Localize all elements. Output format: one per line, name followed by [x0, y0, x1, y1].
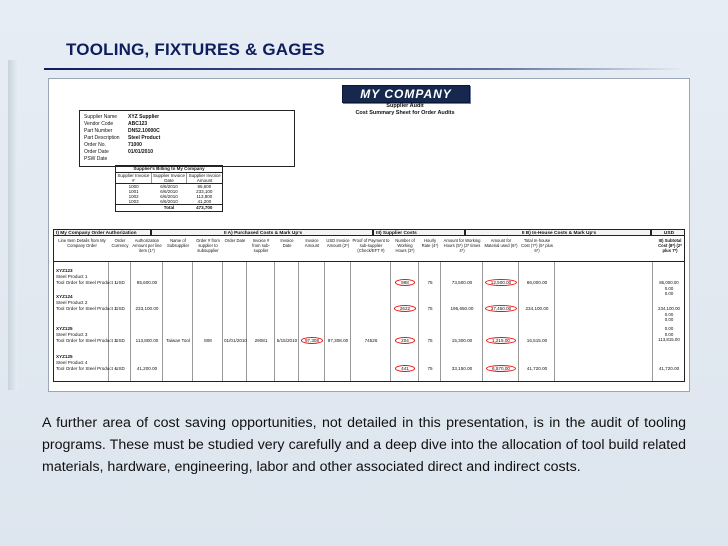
line-item-details — [56, 268, 117, 286]
item-material — [484, 338, 518, 344]
side-decoration — [8, 60, 18, 390]
item-currency: USD — [115, 366, 125, 371]
info-label: Part Number — [84, 128, 113, 134]
item-subtotal: 41,720.00 — [658, 366, 680, 371]
info-row — [84, 121, 147, 127]
section-usd: USD — [651, 229, 685, 236]
item-rate: 75 — [427, 306, 433, 311]
item-inhouse-total: 86,000.00 — [526, 280, 548, 285]
hours-circled: 2622 — [394, 305, 416, 312]
billing-col: Supplier Invoice Amount — [188, 173, 221, 183]
item-product: Steel Product 3 — [56, 332, 88, 337]
billing-title: Supplier's Billing to My Company — [116, 166, 222, 173]
item-code: XYZ123 — [56, 268, 73, 273]
item-detail: Tool Order for Steel Product 2 — [56, 306, 117, 311]
col-header: Total In-house Cost (7*) (5* plus 6*) — [521, 238, 553, 253]
item-subtotal-stack — [654, 326, 684, 343]
item-subtotal: 234,100.00 — [658, 306, 680, 311]
info-label: PSW Date — [84, 156, 108, 162]
info-row — [84, 142, 142, 148]
hours-circled: 441 — [395, 365, 415, 372]
info-label: Vendor Code — [84, 121, 114, 127]
item-proof-payment: 74526 — [364, 338, 378, 343]
info-row — [84, 128, 160, 134]
item-subtotal-stack — [654, 306, 684, 323]
item-authorization: 41,200.00 — [136, 366, 158, 371]
info-label: Order No. — [84, 142, 106, 148]
col-header: Proof of Payment to sub-supplier (Check/EFT #) — [352, 238, 390, 253]
line-item-details — [56, 354, 117, 372]
billing-cell: 41,200 — [197, 199, 212, 204]
col-header: Amount for Material used (6*) — [484, 238, 518, 248]
item-subsupplier: Taiwan Tool — [166, 338, 190, 343]
item-subtotal-stack — [654, 280, 684, 297]
item-detail: Tool Order for Steel Product 3 — [56, 338, 117, 343]
col-header: Order Date — [224, 238, 246, 243]
info-row — [84, 114, 159, 120]
material-circled: 1,215.00 — [486, 337, 516, 344]
material-circled: 12,500.00 — [485, 279, 517, 286]
item-product: Steel Product 4 — [56, 360, 88, 365]
item-subtotal: 86,000.00 — [659, 280, 679, 285]
item-product: Steel Product 2 — [56, 300, 88, 305]
item-authorization: 233,100.00 — [135, 306, 159, 311]
item-inhouse-total: 41,720.00 — [526, 366, 548, 371]
item-material — [484, 306, 518, 312]
item-material — [484, 280, 518, 286]
billing-row — [116, 199, 222, 204]
material-circled: 6,570.00 — [486, 365, 516, 372]
item-invoice-number: 29081 — [254, 338, 268, 343]
billing-cell: 6/6/2010 — [160, 199, 178, 204]
info-label: Supplier Name — [84, 114, 118, 120]
info-value: DN52.10000C — [128, 128, 160, 134]
billing-total — [116, 204, 222, 211]
billing-cell: 85,600 — [197, 184, 212, 189]
billing-total-label: Total — [163, 205, 175, 210]
items-grid — [53, 262, 685, 382]
item-usd-amount: 97,308.00 — [327, 338, 349, 343]
col-header: USD Invoice Amount (2*) — [326, 238, 350, 248]
item-material — [484, 366, 518, 372]
line-item-details — [56, 326, 117, 344]
info-value: 01/01/2010 — [128, 149, 154, 155]
info-value: Steel Product — [128, 135, 161, 141]
col-header: Invoice Date — [280, 238, 294, 248]
billing-cell: 1003 — [128, 199, 139, 204]
billing-total-value: 473,700 — [196, 205, 213, 210]
col-header: Amount for Working Hours (5*) (3* times 4*) — [443, 238, 481, 253]
billing-table — [115, 165, 223, 212]
item-labor-amount: 196,650.00 — [450, 306, 474, 311]
sheet-subtitle-line-2: Cost Summary Sheet for Order Audits — [355, 110, 455, 116]
section-supplier-costs: III) Supplier Costs — [373, 229, 465, 236]
section-purchased-costs: II A) Purchased Costs & Mark Up's — [151, 229, 373, 236]
supplier-info-box — [79, 110, 295, 167]
company-logo: MY COMPANY — [342, 85, 470, 103]
title-underline — [44, 68, 684, 70]
item-code: XYZ125 — [56, 354, 73, 359]
hours-circled: 988 — [395, 279, 415, 286]
col-header: Line Item Details from My Company Order — [58, 238, 106, 248]
info-value: XYZ Supplier — [128, 114, 160, 120]
billing-header — [116, 173, 222, 184]
item-order-number: 808 — [204, 338, 212, 343]
col-header: Hourly Rate (4*) — [421, 238, 439, 248]
billing-col: Supplier Invoice Date — [152, 173, 188, 183]
hours-circled: 204 — [395, 337, 415, 344]
item-order-date: 01/01/2010 — [224, 338, 247, 343]
info-label: Order Date — [84, 149, 109, 155]
item-labor-amount: 73,500.00 — [451, 280, 473, 285]
info-row — [84, 135, 160, 141]
item-labor-amount: 15,300.00 — [451, 338, 473, 343]
material-circled: 37,450.00 — [485, 305, 517, 312]
col-header: Order Currency — [111, 238, 129, 248]
col-header: Authorization Amount per line item (1*) — [132, 238, 162, 253]
item-currency: USD — [115, 306, 125, 311]
billing-cell: 233,100 — [196, 189, 213, 194]
item-code: XYZ124 — [56, 294, 73, 299]
billing-cell: 6/6/2010 — [160, 189, 178, 194]
item-product: Steel Product 1 — [56, 274, 88, 279]
info-value: 71000 — [128, 142, 142, 148]
item-hours — [392, 280, 418, 286]
slide-body-text: A further area of cost saving opportunities, not detailed in this presentation, is in the audit of tooling programs. These must be studied very carefully and a deep dive into the allocation of tool build related materials, hardware, engineering, labor and other associated direct and indirect costs. — [42, 415, 686, 475]
billing-cell: 113,800 — [196, 194, 213, 199]
zero-value: 0.00 — [664, 317, 674, 323]
billing-cell: 1001 — [128, 189, 139, 194]
item-subtotal: 113,815.00 — [658, 337, 680, 343]
item-detail: Tool Order for Steel Product 4 — [56, 366, 117, 371]
billing-cell: 1000 — [128, 184, 139, 189]
item-code: XYZ125 — [56, 326, 73, 331]
section-order-authorization: I) My Company Order Authorization — [53, 229, 151, 236]
zero-value: 0.00 — [664, 285, 674, 291]
info-value: ABC123 — [128, 121, 148, 127]
billing-cell: 1002 — [128, 194, 139, 199]
col-header: III) Subtotal Cost (8*) (2* plus 7*) — [658, 238, 682, 253]
item-currency: USD — [115, 338, 125, 343]
column-headers — [53, 236, 685, 262]
zero-value: 0.00 — [664, 331, 674, 337]
info-row — [84, 149, 153, 155]
item-hours — [392, 366, 418, 372]
item-detail: Tool Order for Steel Product 1 — [56, 280, 117, 285]
item-authorization: 113,800.00 — [135, 338, 159, 343]
item-invoice-date: 5/15/2010 — [276, 338, 298, 343]
item-hours — [392, 338, 418, 344]
item-rate: 75 — [427, 366, 433, 371]
item-rate: 75 — [427, 338, 433, 343]
zero-value: 0.00 — [664, 326, 674, 331]
zero-value: 0.00 — [664, 291, 674, 297]
item-authorization: 85,600.00 — [136, 280, 158, 285]
sheet-subtitle — [339, 103, 471, 117]
zero-value: 0.00 — [664, 311, 674, 317]
line-item-details — [56, 294, 117, 312]
item-labor-amount: 33,150.00 — [451, 366, 473, 371]
item-inhouse-total: 16,515.00 — [526, 338, 548, 343]
invoice-amount-circled: 97,308 — [301, 337, 323, 344]
item-currency: USD — [115, 280, 125, 285]
col-header: Number of Working Hours (3*) — [395, 238, 415, 253]
col-header: Invoice # from sub-supplier — [252, 238, 270, 253]
slide-title: TOOLING, FIXTURES & GAGES — [66, 40, 325, 59]
col-header: Name of Subsupplier — [166, 238, 190, 248]
sheet-subtitle-line-1: Supplier Audit — [386, 103, 424, 109]
info-row — [84, 156, 128, 162]
item-hours — [392, 306, 418, 312]
item-invoice-amount — [300, 338, 324, 344]
col-header: Order # from supplier to subsupplier — [196, 238, 220, 253]
billing-col: Supplier Invoice # — [116, 173, 152, 183]
section-inhouse-costs: II B) In-House Costs & Mark Up's — [465, 229, 651, 236]
col-header: Invoice Amount — [304, 238, 320, 248]
billing-cell: 6/6/2010 — [160, 184, 178, 189]
info-label: Part Description — [84, 135, 120, 141]
billing-cell: 6/6/2010 — [160, 194, 178, 199]
item-rate: 75 — [427, 280, 433, 285]
item-inhouse-total: 234,100.00 — [525, 306, 549, 311]
audit-sheet-image — [48, 78, 690, 392]
